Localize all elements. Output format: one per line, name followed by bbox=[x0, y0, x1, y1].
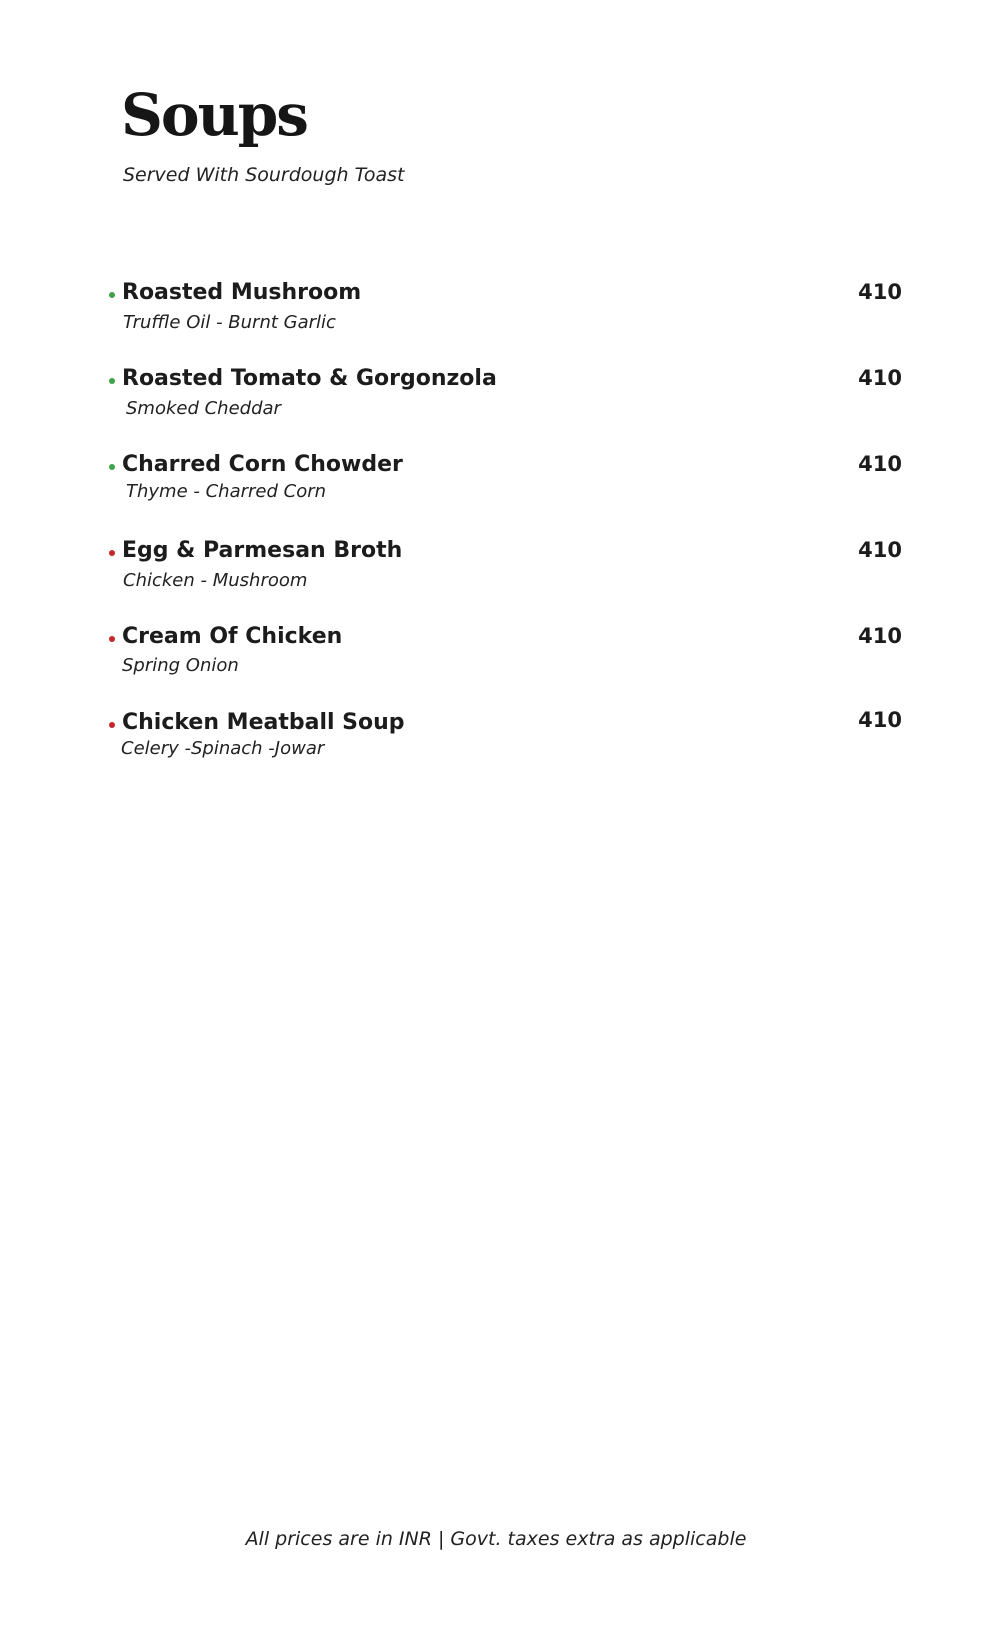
item-price: 410 bbox=[858, 452, 902, 476]
page-subtitle: Served With Sourdough Toast bbox=[123, 164, 405, 186]
item-description: Chicken - Mushroom bbox=[123, 570, 308, 591]
item-price: 410 bbox=[858, 538, 902, 562]
page-title: Soups bbox=[121, 81, 307, 149]
non-veg-indicator-icon bbox=[109, 550, 115, 556]
item-description: Smoked Cheddar bbox=[126, 398, 281, 419]
item-price: 410 bbox=[858, 280, 902, 304]
item-name: Roasted Tomato & Gorgonzola bbox=[122, 366, 497, 391]
menu-item bbox=[0, 367, 992, 437]
non-veg-indicator-icon bbox=[109, 636, 115, 642]
item-description: Truffle Oil - Burnt Garlic bbox=[123, 312, 336, 333]
item-name: Roasted Mushroom bbox=[122, 280, 362, 305]
veg-indicator-icon bbox=[109, 378, 115, 384]
item-description: Celery -Spinach -Jowar bbox=[121, 738, 325, 759]
item-name: Chicken Meatball Soup bbox=[122, 710, 405, 735]
menu-item bbox=[0, 708, 992, 781]
veg-indicator-icon bbox=[109, 292, 115, 298]
item-description: Thyme - Charred Corn bbox=[126, 481, 327, 502]
menu-item bbox=[0, 539, 992, 609]
footer-note: All prices are in INR | Govt. taxes extra as applicable bbox=[245, 1528, 747, 1550]
item-name: Cream Of Chicken bbox=[122, 624, 343, 649]
item-name: Egg & Parmesan Broth bbox=[122, 538, 403, 563]
menu-item bbox=[0, 281, 992, 351]
item-price: 410 bbox=[858, 366, 902, 390]
item-price: 410 bbox=[858, 708, 902, 732]
menu-item bbox=[0, 625, 992, 695]
item-name: Charred Corn Chowder bbox=[122, 452, 403, 477]
veg-indicator-icon bbox=[109, 464, 115, 470]
item-description: Spring Onion bbox=[122, 655, 239, 676]
non-veg-indicator-icon bbox=[109, 722, 115, 728]
item-price: 410 bbox=[858, 624, 902, 648]
menu-item bbox=[0, 453, 992, 523]
